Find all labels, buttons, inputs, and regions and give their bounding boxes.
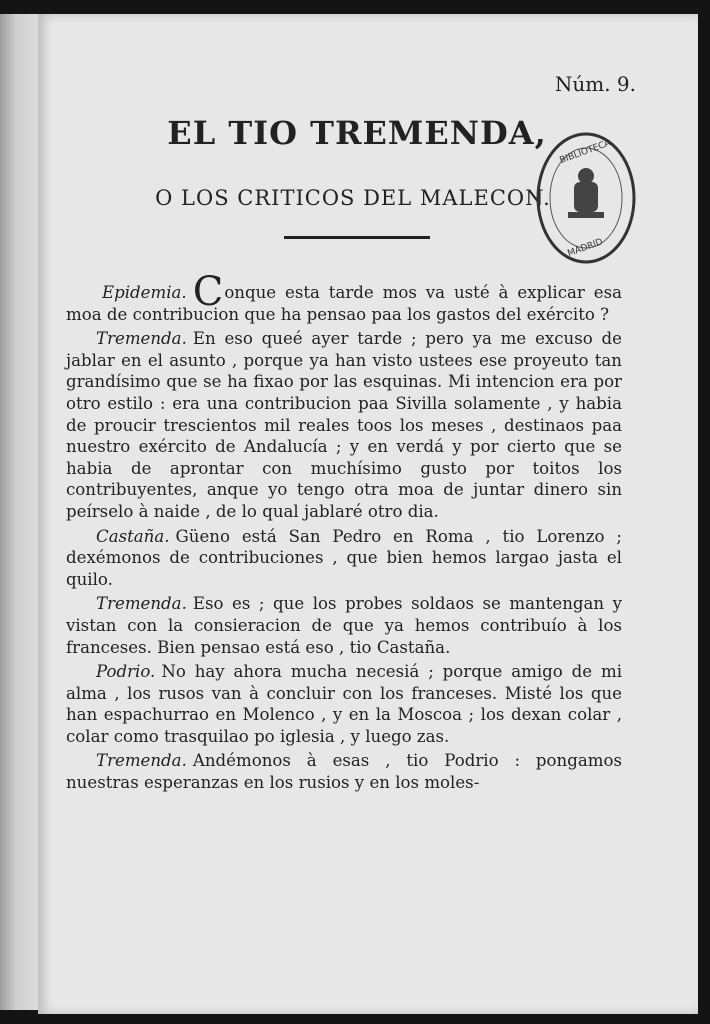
left-page-edge	[0, 14, 40, 1010]
speaker-name: Tremenda.	[96, 594, 187, 614]
paragraph	[66, 526, 622, 591]
speaker-name: Podrio.	[96, 662, 156, 682]
paragraph-text: En eso queé ayer tarde ; pero ya me excuso de jablar en el asunto , porque ya han visto ustees ese proyeuto tan grandísimo que se ha fixao por las esquinas. Mi intencion era por otro estilo : era una contribucion paa Sivilla solamente , y habia de proucir trescientos mil reales toos los meses , destinaos paa nuestro exército de Andalucía ; y en verdá y por cierto que se habia de aprontar con muchísimo gusto por toitos los contribuyentes, anque yo tengo otra moa de juntar dinero sin peírselo à naide , de lo qual jablaré otro dia.	[66, 329, 622, 521]
paragraph-text: onque esta tarde mos va usté à explicar esa moa de contribucion que ha pensao paa los gastos del exército ?	[66, 283, 622, 324]
speaker-name: Castaña.	[96, 526, 170, 546]
page-number: Núm. 9.	[554, 72, 636, 96]
page-title: EL TIO TREMENDA,	[167, 114, 547, 152]
page-subtitle: O LOS CRITICOS DEL MALECON.	[155, 186, 551, 210]
paragraph-text: Andémonos à esas , tio Podrio : pongamos nuestras esperanzas en los rusios y en los moles-	[66, 751, 622, 793]
body-text	[66, 269, 622, 797]
speaker-name: Tremenda.	[96, 751, 187, 771]
speaker-name: Epidemia.	[102, 283, 187, 302]
speaker-name: Tremenda.	[96, 329, 187, 349]
svg-text:MADRID: MADRID	[566, 237, 605, 260]
paragraph	[66, 328, 622, 522]
svg-text:BIBLIOTECA: BIBLIOTECA	[558, 138, 613, 166]
library-stamp	[534, 130, 638, 274]
paragraph	[66, 661, 622, 747]
document-page	[38, 14, 698, 1014]
paragraph	[66, 269, 622, 325]
paragraph-text: No hay ahora mucha necesiá ; porque amigo de mi alma , los rusos van à concluir con los franceses. Misté los que han espachurrao en Molenco , y en la Moscoa ; los dexan colar , colar como trasquilao po iglesia , y luego zas.	[66, 662, 622, 746]
paragraph-text: Güeno está San Pedro en Roma , tio Lorenzo ; dexémonos de contribuciones , que bien hemos largao jasta el quilo.	[66, 526, 622, 589]
paragraph	[66, 750, 622, 793]
title-rule	[284, 236, 430, 239]
paragraph-text: Eso es ; que los probes soldaos se mantengan y vistan con la consieracion de que ya hemos contribuío à los franceses. Bien pensao está eso , tio Castaña.	[66, 594, 622, 657]
paragraph	[66, 593, 622, 658]
drop-cap: C	[192, 269, 224, 315]
